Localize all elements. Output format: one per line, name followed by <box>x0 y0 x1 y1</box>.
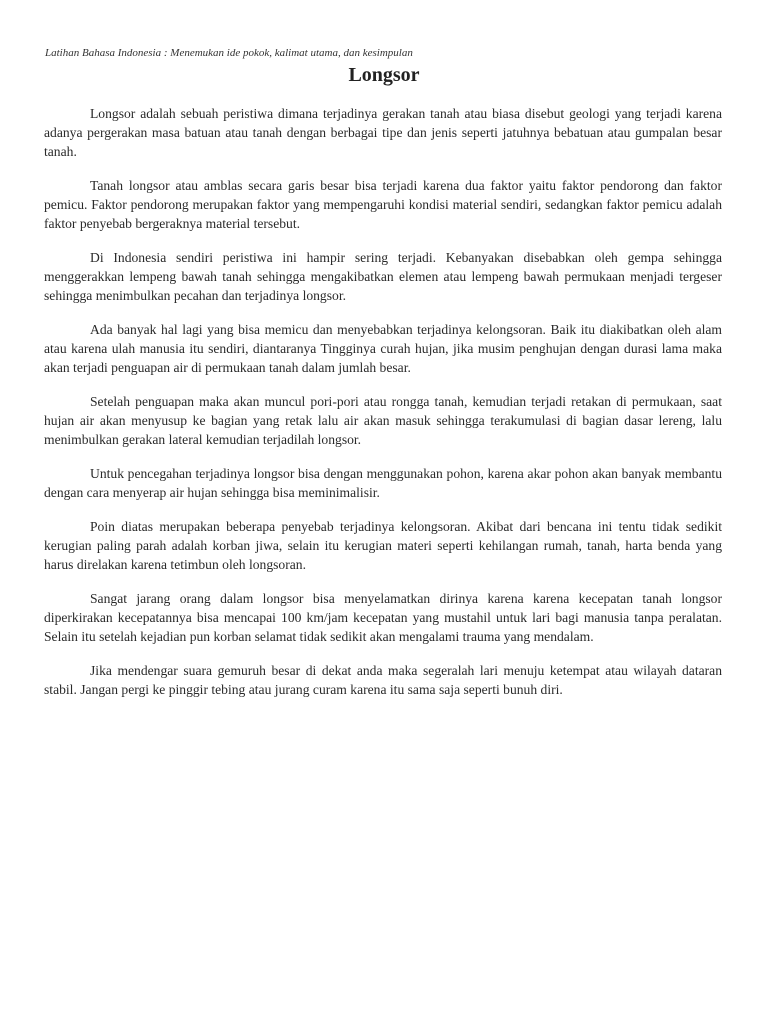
paragraph: Poin diatas merupakan beberapa penyebab terjadinya kelongsoran. Akibat dari bencana ini tentu tidak sedikit kerugian paling parah adalah korban jiwa, selain itu kerugian materi seperti kehilangan rumah, tanah, harta benda yang harus direlakan karena tetimbun oleh longsoran. <box>44 519 722 572</box>
document-title: Longsor <box>348 64 420 86</box>
paragraph: Longsor adalah sebuah peristiwa dimana terjadinya gerakan tanah atau biasa disebut geologi yang terjadi karena adanya pergerakan masa batuan atau tanah dengan berbagai tipe dan jenis seperti jatuhnya bebatuan atau gumpalan besar tanah. <box>44 106 722 159</box>
paragraph: Untuk pencegahan terjadinya longsor bisa dengan menggunakan pohon, karena akar pohon akan banyak membantu dengan cara menyerap air hujan sehingga bisa meminimalisir. <box>44 466 722 500</box>
paragraph: Di Indonesia sendiri peristiwa ini hampir sering terjadi. Kebanyakan disebabkan oleh gempa sehingga menggerakkan lempeng bawah tanah sehingga mengakibatkan elemen atau lempeng bawah permukaan menjadi tergeser sehingga menimbulkan pecahan dan terjadinya longsor. <box>44 250 722 303</box>
paragraph: Ada banyak hal lagi yang bisa memicu dan menyebabkan terjadinya kelongsoran. Baik itu diakibatkan oleh alam atau karena ulah manusia itu sendiri, diantaranya Tingginya curah hujan, jika musim penghujan dengan durasi lama maka akan terjadi penguapan air di permukaan tanah dalam jumlah besar. <box>44 322 722 375</box>
paragraph: Tanah longsor atau amblas secara garis besar bisa terjadi karena dua faktor yaitu faktor pendorong dan faktor pemicu. Faktor pendorong merupakan faktor yang mempengaruhi kondisi material sendiri, sedangkan faktor pemicu adalah faktor penyebab bergeraknya material tersebut. <box>44 178 722 231</box>
paragraph: Sangat jarang orang dalam longsor bisa menyelamatkan dirinya karena karena kecepatan tanah longsor diperkirakan kecepatannya bisa mencapai 100 km/jam kecepatan yang mustahil untuk lari bagi manusia tanpa peralatan. Selain itu setelah kejadian pun korban selamat tidak sedikit akan mengalami trauma yang mendalam. <box>44 591 722 644</box>
paragraph: Setelah penguapan maka akan muncul pori-pori atau rongga tanah, kemudian terjadi retakan di permukaan, saat hujan air akan menyusup ke bagian yang retak lalu air akan masuk sehingga terakumulasi di bagian dasar lereng, lalu menimbulkan gerakan lateral kemudian terjadilah longsor. <box>44 394 722 447</box>
document-header: Latihan Bahasa Indonesia : Menemukan ide pokok, kalimat utama, dan kesimpulan <box>45 47 413 59</box>
document-body <box>44 104 722 714</box>
paragraph: Jika mendengar suara gemuruh besar di dekat anda maka segeralah lari menuju ketempat atau wilayah dataran stabil. Jangan pergi ke pinggir tebing atau jurang curam karena itu sama saja seperti bunuh diri. <box>44 663 722 697</box>
